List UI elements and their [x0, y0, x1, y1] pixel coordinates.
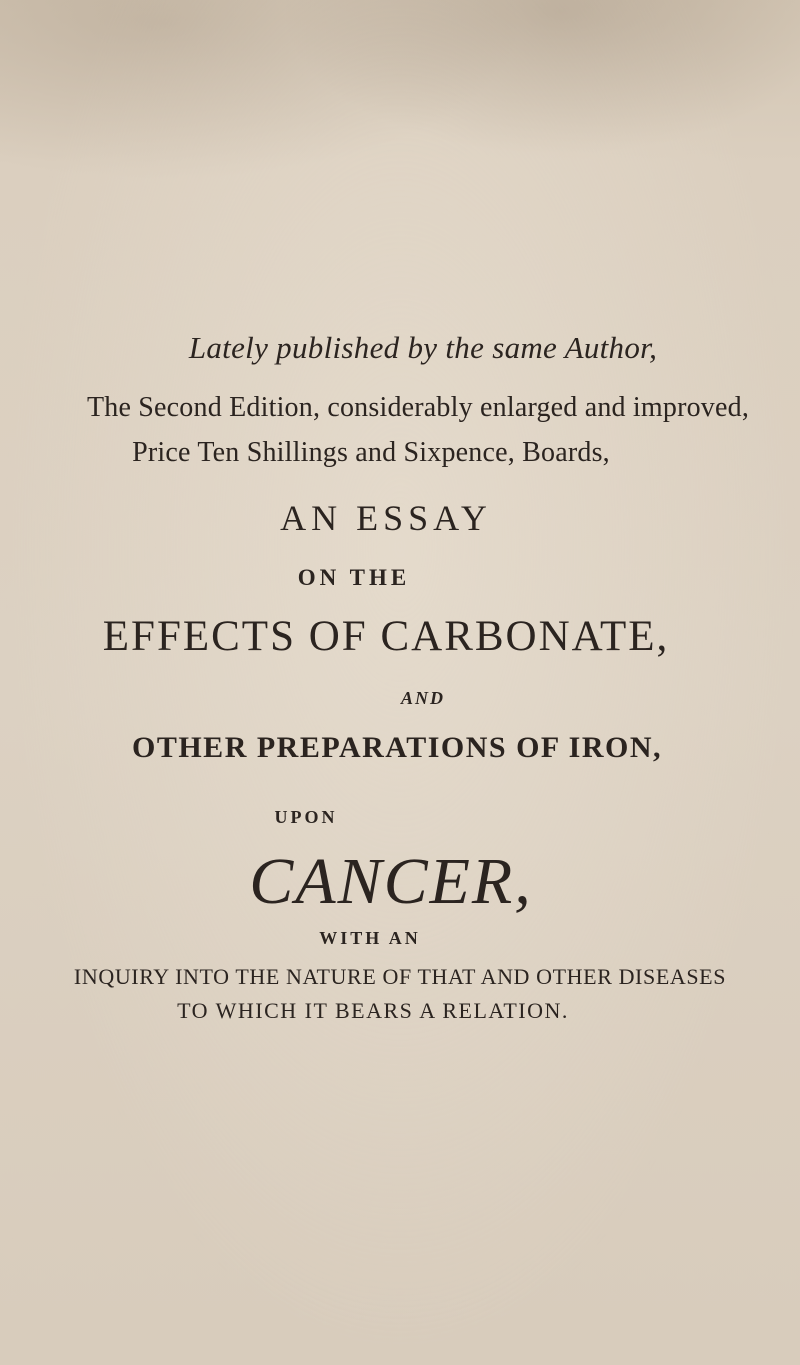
author-note: Lately published by the same Author, [188, 330, 658, 365]
title-an-essay: AN ESSAY [280, 498, 492, 538]
title-relation-line: TO WHICH IT BEARS A RELATION. [177, 998, 569, 1023]
page-bleed-through [0, 0, 800, 300]
title-and: AND [400, 688, 445, 708]
title-with-an: WITH AN [319, 928, 421, 948]
title-inquiry-line: INQUIRY INTO THE NATURE OF THAT AND OTHER DISEASES [73, 964, 727, 989]
title-cancer: CANCER, [249, 845, 533, 918]
edition-note: The Second Edition, considerably enlarged and improved, [86, 392, 750, 423]
price-note: Price Ten Shillings and Sixpence, Boards, [132, 437, 610, 468]
title-other-preparations: OTHER PREPARATIONS OF IRON, [132, 731, 662, 764]
title-on-the: ON THE [297, 565, 411, 590]
title-effects-of-carbonate: EFFECTS OF CARBONATE, [102, 613, 670, 660]
title-upon: UPON [274, 807, 338, 827]
